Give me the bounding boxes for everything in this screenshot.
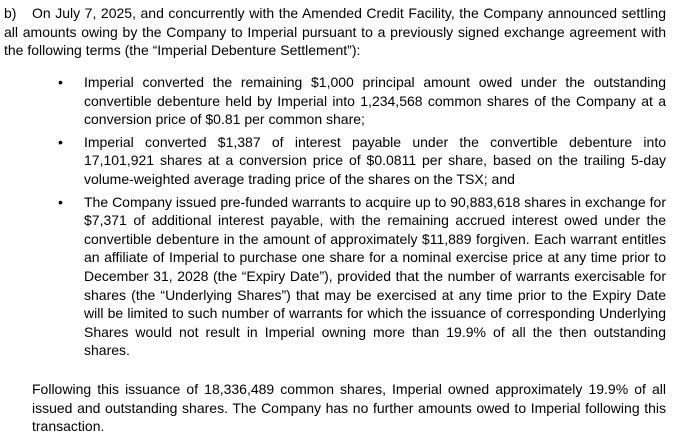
terms-list (56, 73, 666, 364)
section-b-intro (4, 4, 666, 60)
bullet-icon: • (58, 193, 63, 210)
bullet-icon: • (58, 133, 63, 150)
intro-text: On July 7, 2025, and concurrently with the Amended Credit Facility, the Company announced settling all amounts owing by the Company to Imperial pursuant to a previously signed exchange agreement with the following terms (the “Imperial Debenture Settlement”): (4, 5, 666, 59)
list-item-text: Imperial converted the remaining $1,000 principal amount owed under the outstanding convertible debenture held by Imperial into 1,234,568 common shares of the Company at a conversion price of $0.81 per common share; (84, 74, 666, 128)
list-item-text: Imperial converted $1,387 of interest payable under the convertible debenture into 17,101,921 shares at a conversion price of $0.0811 per share, based on the trailing 5-day volume-weighted average trading price of the shares on the TSX; and (84, 133, 666, 187)
list-item-text: The Company issued pre-funded warrants to acquire up to 90,883,618 shares in exchange for $7,371 of additional interest payable, with the remaining accrued interest owed under the convertible debenture in the amount of approximately $11,889 forgiven. Each warrant entitles an affiliate of Imperial to purchase one share for a nominal exercise price at any time prior to December 31, 2028 (the “Expiry Date”), provided that the number of warrants exercisable for shares (the “Underlying Shares”) that may be exercised at any time prior to the Expiry Date will be limited to such number of warrants for which the issuance of corresponding Underlying Shares would not result in Imperial owning more than 19.9% of all the then outstanding shares. (84, 193, 666, 359)
list-marker: b) (4, 5, 17, 21)
list-item (56, 73, 666, 129)
bullet-icon: • (58, 74, 63, 90)
closing-paragraph: Following this issuance of 18,336,489 common shares, Imperial owned approximately 19.9% of all issued and outstanding shares. The Company has no further amounts owed to Imperial following this transaction. (32, 381, 666, 435)
list-item (56, 133, 666, 189)
list-item (56, 193, 666, 360)
